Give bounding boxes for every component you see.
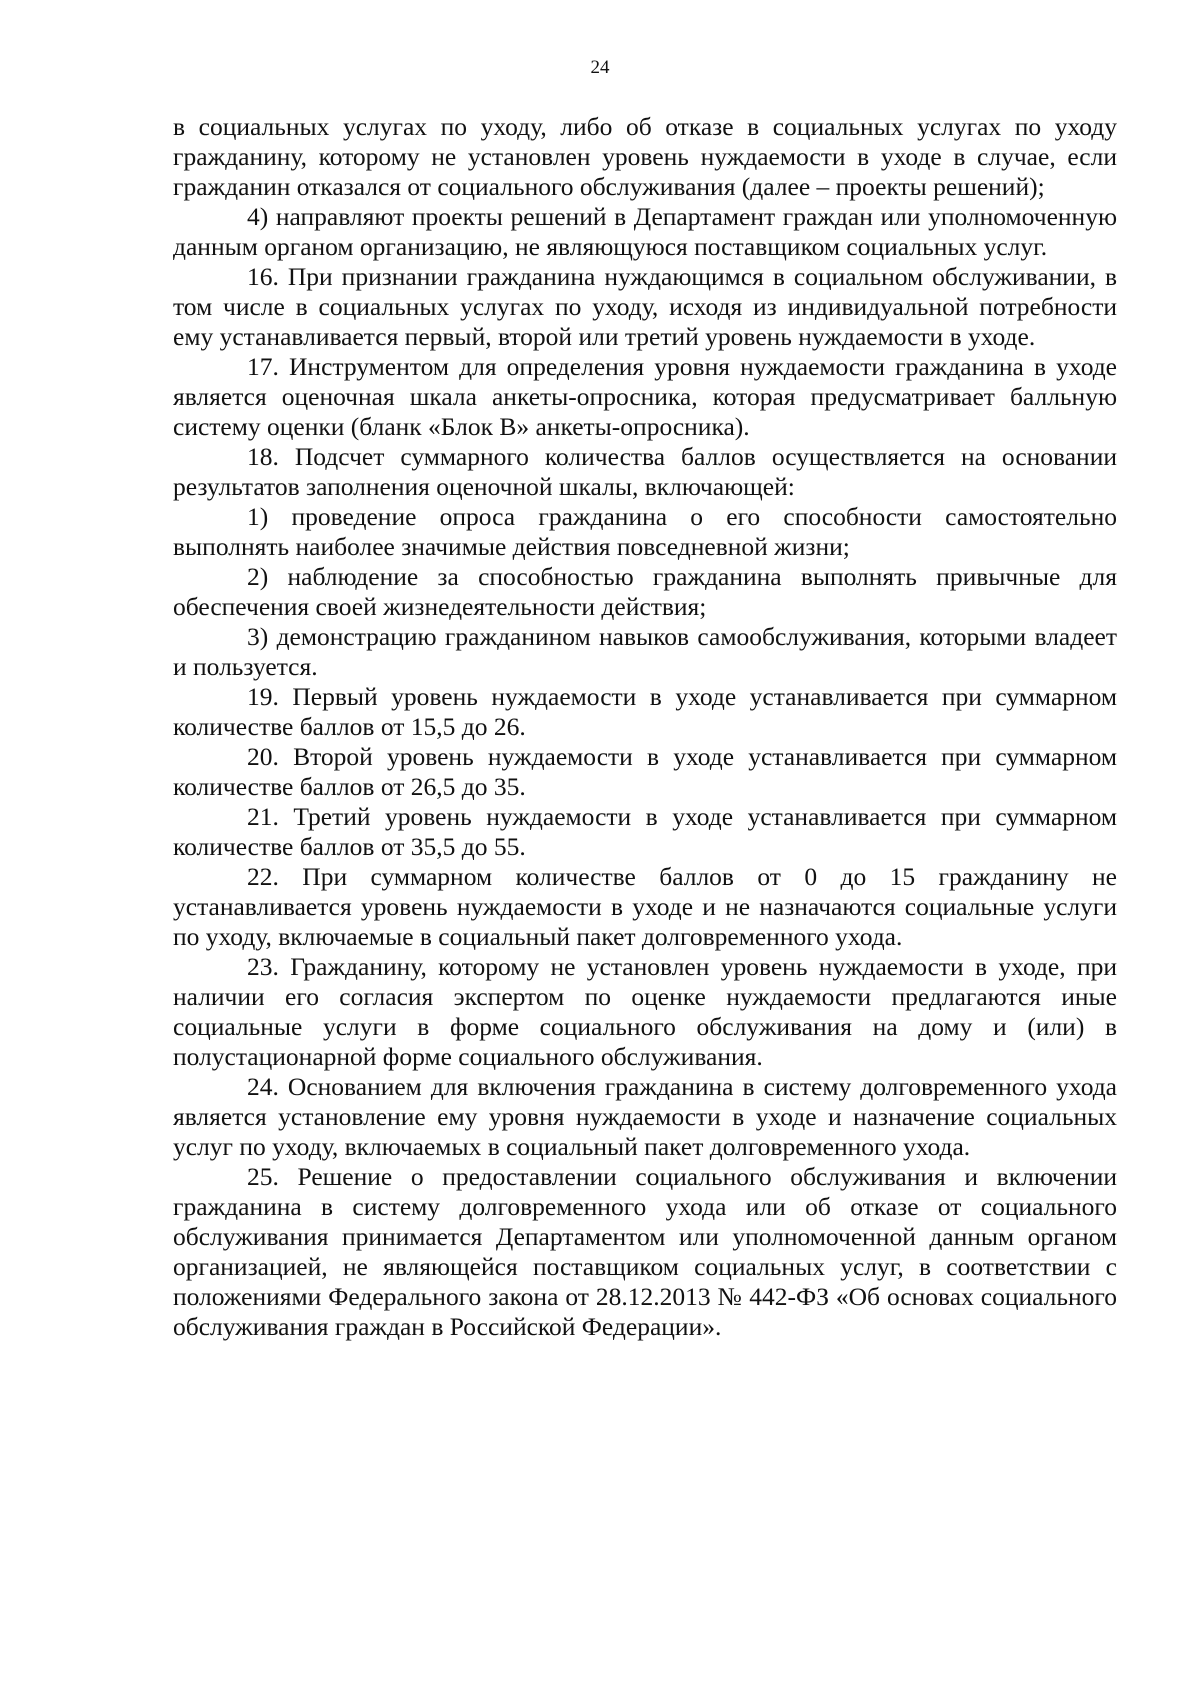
paragraph-item-4: 4) направляют проекты решений в Департамент граждан или уполномоченную данным органом организацию, не являющуюся поставщиком социальных услуг.: [173, 202, 1117, 261]
paragraph-22: 22. При суммарном количестве баллов от 0 до 15 гражданину не устанавливается уровень нуждаемости в уходе и не назначаются социальные услуги по уходу, включаемые в социальный пакет долговременного ухода.: [173, 862, 1117, 951]
paragraph-25: 25. Решение о предоставлении социального обслуживания и включении гражданина в систему долговременного ухода или об отказе от социального обслуживания принимается Департаментом или уполномоченной данным органом организацией, не являющейся поставщиком социальных услуг, в соответствии с положениями Федерального закона от 28.12.2013 № 442-ФЗ «Об основах социального обслуживания граждан в Российской Федерации».: [173, 1162, 1117, 1341]
paragraph-24: 24. Основанием для включения гражданина в систему долговременного ухода является установление ему уровня нуждаемости в уходе и назначение социальных услуг по уходу, включаемых в социальный пакет долговременного ухода.: [173, 1072, 1117, 1161]
paragraph-18: 18. Подсчет суммарного количества баллов осуществляется на основании результатов заполнения оценочной шкалы, включающей:: [173, 442, 1117, 501]
paragraph-16: 16. При признании гражданина нуждающимся в социальном обслуживании, в том числе в социальных услугах по уходу, исходя из индивидуальной потребности ему устанавливается первый, второй или третий уровень нуждаемости в уходе.: [173, 262, 1117, 351]
paragraph-19: 19. Первый уровень нуждаемости в уходе устанавливается при суммарном количестве баллов от 15,5 до 26.: [173, 682, 1117, 741]
paragraph-23: 23. Гражданину, которому не установлен уровень нуждаемости в уходе, при наличии его согласия экспертом по оценке нуждаемости предлагаются иные социальные услуги в форме социального обслуживания на дому и (или) в полустационарной форме социального обслуживания.: [173, 952, 1117, 1071]
paragraph-18-item-2: 2) наблюдение за способностью гражданина выполнять привычные для обеспечения своей жизнедеятельности действия;: [173, 562, 1117, 621]
paragraph-17: 17. Инструментом для определения уровня нуждаемости гражданина в уходе является оценочная шкала анкеты-опросника, которая предусматривает балльную систему оценки (бланк «Блок В» анкеты-опросника).: [173, 352, 1117, 441]
page-number: 24: [590, 57, 610, 78]
paragraph-18-item-1: 1) проведение опроса гражданина о его способности самостоятельно выполнять наиболее значимые действия повседневной жизни;: [173, 502, 1117, 561]
paragraph-continuation: в социальных услугах по уходу, либо об отказе в социальных услугах по уходу гражданину, которому не установлен уровень нуждаемости в уходе в случае, если гражданин отказался от социального обслуживания (далее – проекты решений);: [173, 112, 1117, 201]
paragraph-21: 21. Третий уровень нуждаемости в уходе устанавливается при суммарном количестве баллов от 35,5 до 55.: [173, 802, 1117, 861]
paragraph-18-item-3: 3) демонстрацию гражданином навыков самообслуживания, которыми владеет и пользуется.: [173, 622, 1117, 681]
paragraph-20: 20. Второй уровень нуждаемости в уходе устанавливается при суммарном количестве баллов от 26,5 до 35.: [173, 742, 1117, 801]
document-body: [173, 112, 1117, 1342]
